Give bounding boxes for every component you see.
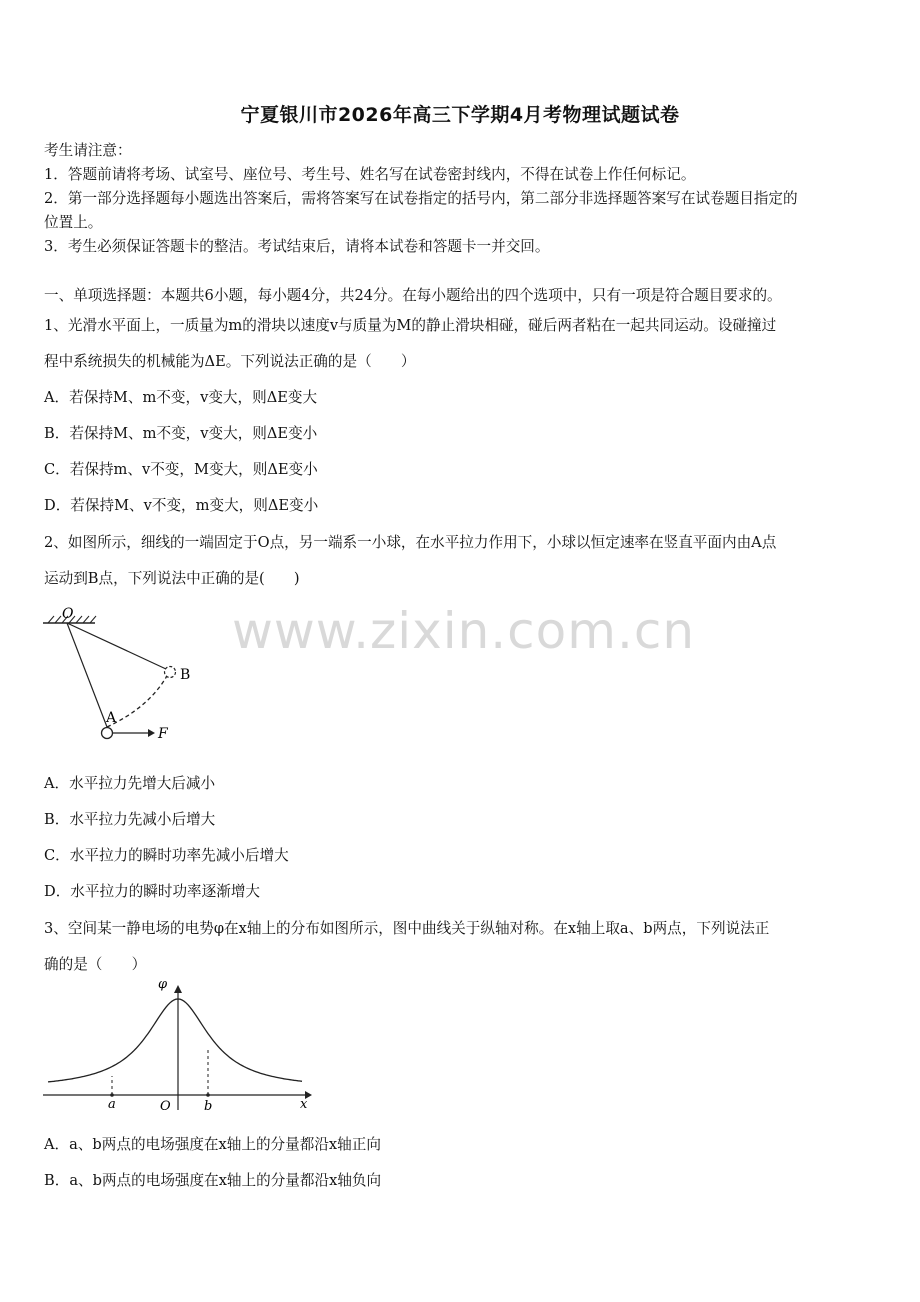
label-o: O bbox=[62, 606, 74, 622]
ball-a bbox=[102, 728, 113, 739]
notice-heading: 考生请注意： bbox=[44, 142, 132, 159]
question-2-option-d: D．水平拉力的瞬时功率逐渐增大 bbox=[44, 883, 261, 900]
label-b: b bbox=[204, 1099, 213, 1114]
section-heading: 一、单项选择题：本题共6小题，每小题4分，共24分。在每小题给出的四个选项中，只有一项是符合题目要求的。 bbox=[44, 287, 782, 304]
question-3-option-a: A．a、b两点的电场强度在x轴上的分量都沿x轴正向 bbox=[44, 1136, 381, 1153]
label-origin: O bbox=[160, 1099, 171, 1114]
question-3-line2: 确的是（ ） bbox=[44, 956, 147, 973]
question-1-option-c: C．若保持m、v不变，M变大，则ΔE变小 bbox=[44, 461, 318, 478]
notice-item: 1．答题前请将考场、试室号、座位号、考生号、姓名写在试卷密封线内，不得在试卷上作任何标记。 bbox=[44, 166, 696, 183]
label-b: B bbox=[180, 667, 191, 683]
label-a: A bbox=[106, 710, 117, 726]
question-2-line1: 2、如图所示，细线的一端固定于O点，另一端系一小球，在水平拉力作用下，小球以恒定速率在竖直平面内由A点 bbox=[44, 534, 777, 551]
question-1-option-b: B．若保持M、m不变，v变大，则ΔE变小 bbox=[44, 425, 318, 442]
potential-curve bbox=[48, 999, 302, 1082]
question-1-option-d: D．若保持M、v不变，m变大，则ΔE变小 bbox=[44, 497, 319, 514]
question-2-option-b: B．水平拉力先减小后增大 bbox=[44, 811, 216, 828]
potential-figure bbox=[40, 975, 320, 1120]
arc-path bbox=[107, 674, 168, 727]
label-x: x bbox=[300, 1097, 308, 1112]
page-title: 宁夏银川市2026年高三下学期4月考物理试题试卷 bbox=[240, 104, 680, 126]
notice-item: 2．第一部分选择题每小题选出答案后，需将答案写在试卷指定的括号内，第二部分非选择题答案写在试卷题目指定的 bbox=[44, 190, 798, 207]
question-1-option-a: A．若保持M、m不变，v变大，则ΔE变大 bbox=[44, 389, 318, 406]
notice-item: 位置上。 bbox=[44, 214, 103, 231]
force-arrowhead bbox=[148, 729, 155, 737]
phi-axis-arrow bbox=[174, 985, 182, 993]
question-1-line1: 1、光滑水平面上，一质量为m的滑块以速度v与质量为M的静止滑块相碰，碰后两者粘在一起共同运动。设碰撞过 bbox=[44, 317, 777, 334]
label-a: a bbox=[108, 1097, 116, 1112]
question-2-option-c: C．水平拉力的瞬时功率先减小后增大 bbox=[44, 847, 289, 864]
question-1-line2: 程中系统损失的机械能为ΔE。下列说法正确的是（ ） bbox=[44, 353, 416, 370]
question-2-option-a: A．水平拉力先增大后减小 bbox=[44, 775, 216, 792]
point-b bbox=[206, 1093, 210, 1097]
label-f: F bbox=[158, 726, 168, 742]
question-3-option-b: B．a、b两点的电场强度在x轴上的分量都沿x轴负向 bbox=[44, 1172, 382, 1189]
notice-item: 3．考生必须保证答题卡的整洁。考试结束后，请将本试卷和答题卡一并交回。 bbox=[44, 238, 550, 255]
label-phi: φ bbox=[158, 977, 168, 992]
question-3-line1: 3、空间某一静电场的电势φ在x轴上的分布如图所示，图中曲线关于纵轴对称。在x轴上取a、b两点，下列说法正 bbox=[44, 920, 770, 937]
watermark: www.zixin.com.cn bbox=[232, 602, 696, 660]
question-2-line2: 运动到B点，下列说法中正确的是( ) bbox=[44, 570, 300, 587]
pendulum-figure bbox=[40, 602, 210, 747]
ball-b bbox=[165, 667, 176, 678]
